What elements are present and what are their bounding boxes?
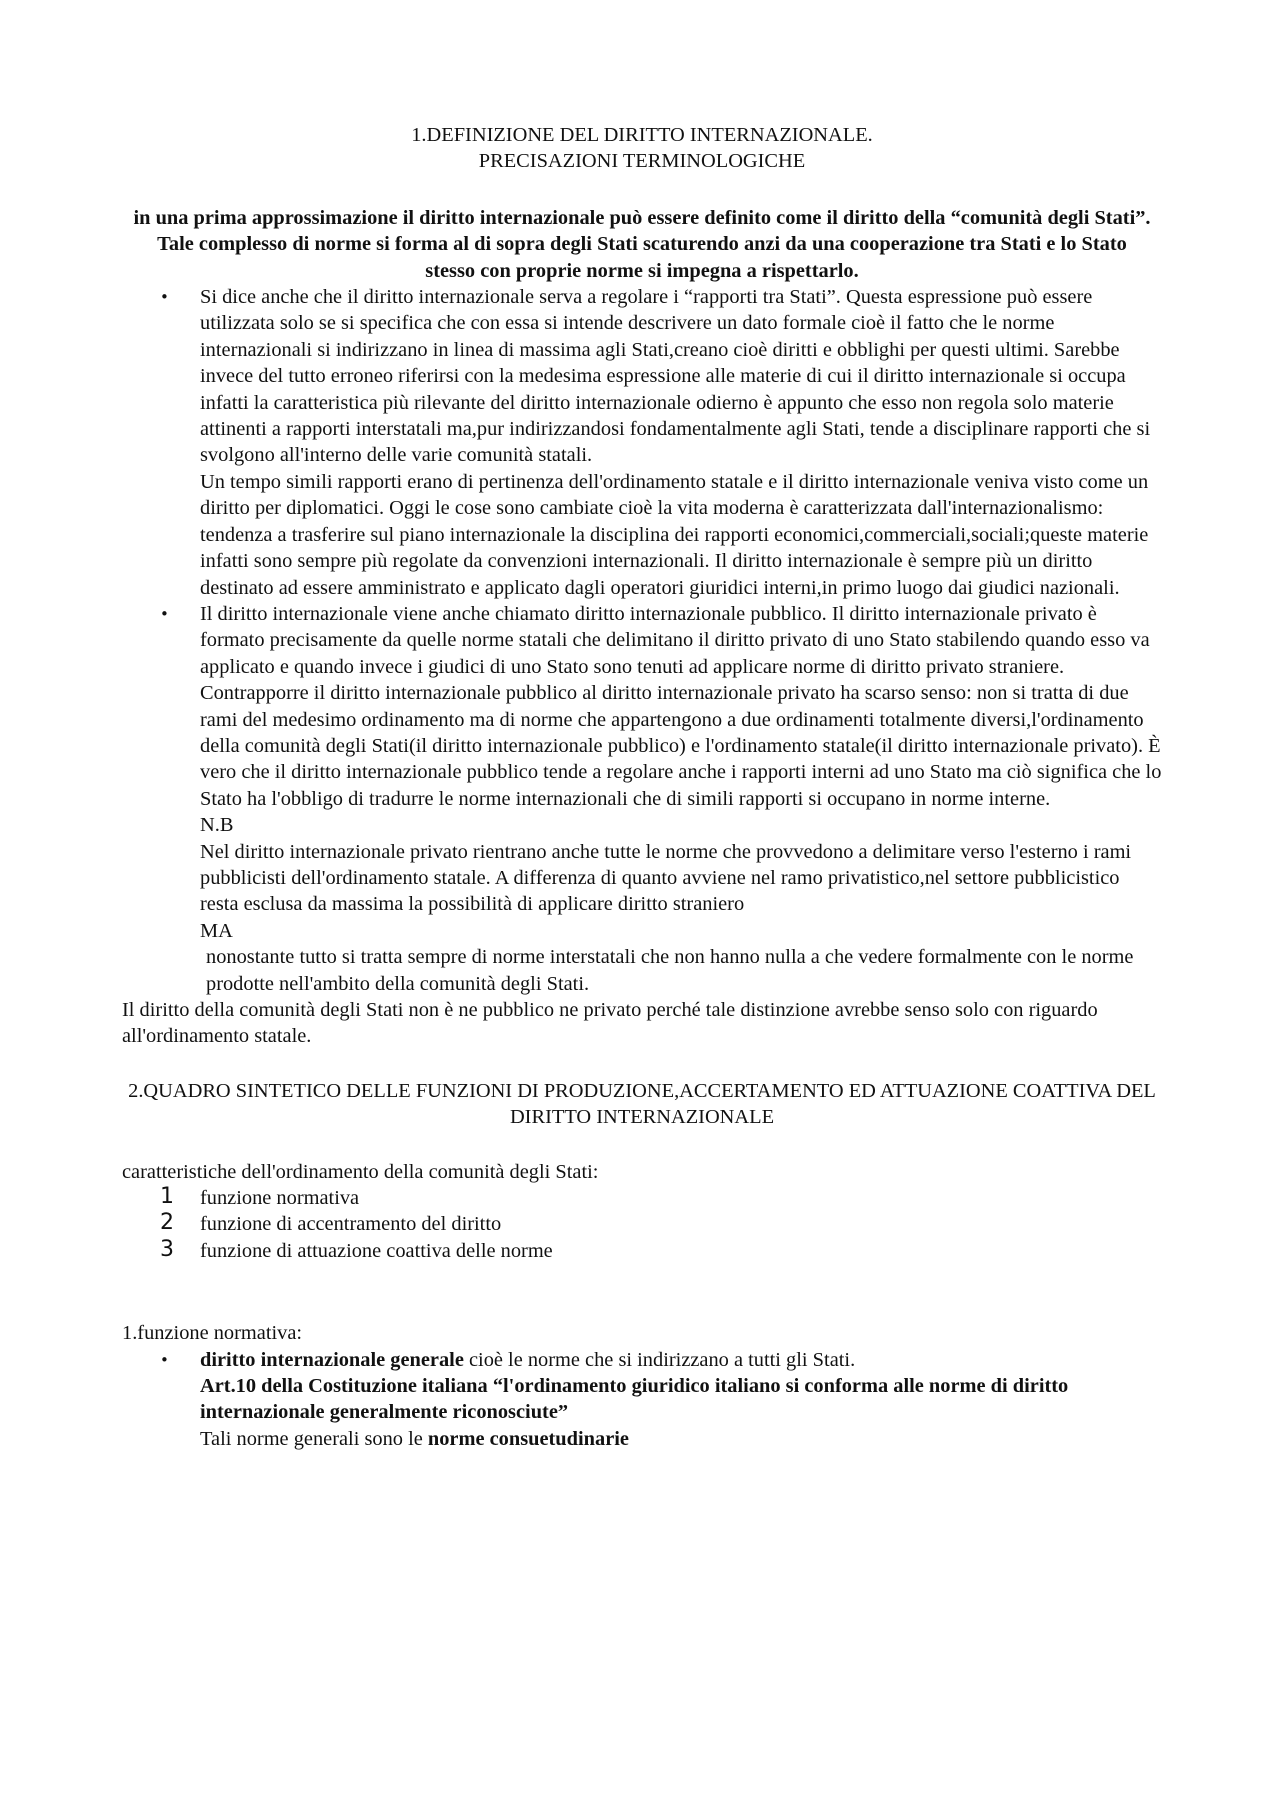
article-10-quote: Art.10 della Costituzione italiana “l'ordinamento giuridico italiano si conforma alle norme di diritto internazionale generalmente riconosciute” [200, 1375, 1069, 1424]
bullet2-paragraph1: Il diritto internazionale viene anche chiamato diritto internazionale pubblico. Il diritto internazionale privato è formato precisamente da quelle norme statali che delimitano il diritto privato di uno Stato stabilendo quando esso va applicato e quando invece i giudici di uno Stato sono tenuti ad applicare norme di diritto privato straniere. Contrapporre il diritto internazionale pubblico al diritto internazionale privato ha scarso senso: non si tratta di due rami del medesimo ordinamento ma di norme che appartengono a due ordinamenti totalmente diversi,l'ordinamento della comunità degli Stati(il diritto internazionale pubblico) e l'ordinamento statale(il diritto internazionale privato). È vero che il diritto internazionale pubblico tende a regolare anche i rapporti interni ad uno Stato ma ciò significa che lo Stato ha l'obbligo di tradurre le norme internazionali che di simili rapporti si occupano in norme interne. [200, 602, 1162, 810]
list-item [122, 284, 1162, 601]
list-number: 2 [160, 1210, 174, 1236]
bullet-icon: • [160, 288, 169, 307]
bullet2-paragraph2: Nel diritto internazionale privato rientrano anche tutte le norme che provvedono a delimitare verso l'esterno i rami pubblicisti dell'ordinamento statale. A differenza di quanto avviene nel ramo privatistico,nel settore pubblicistico resta esclusa da massima la possibilità di applicare diritto straniero [200, 840, 1132, 916]
section1-title-line2: PRECISAZIONI TERMINOLOGICHE [478, 150, 806, 173]
list-item [122, 1185, 1162, 1211]
list-item [122, 1211, 1162, 1237]
general-law-term: diritto internazionale generale [200, 1348, 464, 1371]
customary-norms-term: norme consuetudinarie [427, 1427, 629, 1450]
function-label: funzione di accentramento del diritto [200, 1213, 502, 1236]
function-list [122, 1185, 1162, 1264]
list-item [122, 1347, 1162, 1453]
list-number: 3 [160, 1236, 174, 1262]
bullet1-paragraph2: Un tempo simili rapporti erano di pertinenza dell'ordinamento statale e il diritto internazionale veniva visto come un diritto per diplomatici. Oggi le cose sono cambiate cioè la vita moderna è caratterizzata dall'internazionalismo: tendenza a trasferire sul piano internazionale la disciplina dei rapporti economici,commerciali,sociali;queste materie infatti sono sempre più regolate da convenzioni internazionali. Il diritto internazionale è sempre più un diritto destinato ad essere amministrato e applicato dagli operatori giuridici interni,in primo luogo dai giudici nazionali. [200, 470, 1149, 599]
bullet1-paragraph1: Si dice anche che il diritto internazionale serva a regolare i “rapporti tra Stati”. Questa espressione può essere utilizzata solo se si specifica che con essa si intende descrivere un dato formale cioè il fatto che le norme internazionali si indirizzano in linea di massima agli Stati,creano cioè diritti e obblighi per questi ultimi. Sarebbe invece del tutto erroneo riferirsi con la medesima espressione alle materie di cui il diritto internazionale si occupa infatti la caratteristica più rilevante del diritto internazionale odierno è appunto che esso non regola solo materie attinenti a rapporti interstatali ma,pur indirizzandosi fondamentalmente agli Stati, tende a disciplinare rapporti che si svolgono all'interno delle varie comunità statali. [200, 286, 1151, 467]
bullet-icon: • [160, 1350, 169, 1369]
list-item [122, 1238, 1162, 1264]
bullet-icon: • [160, 604, 169, 623]
general-law-desc: cioè le norme che si indirizzano a tutti gli Stati. [463, 1348, 856, 1371]
list-item [122, 601, 1162, 997]
list-number: 1 [160, 1184, 174, 1210]
function-label: funzione di attuazione coattiva delle norme [200, 1239, 553, 1262]
section2-lead: caratteristiche dell'ordinamento della comunità degli Stati: [122, 1160, 599, 1183]
closing-paragraph: Il diritto della comunità degli Stati non è ne pubblico ne privato perché tale distinzione avrebbe senso solo con riguardo all'ordinamento statale. [122, 999, 1098, 1048]
customary-norms-line [200, 1426, 1162, 1452]
customary-norms-lead: Tali norme generali sono le [200, 1427, 428, 1450]
general-law-line [200, 1347, 1162, 1373]
subsection1-heading: 1.funzione normativa: [122, 1322, 303, 1345]
section2-title: 2.QUADRO SINTETICO DELLE FUNZIONI DI PRODUZIONE,ACCERTAMENTO ED ATTUAZIONE COATTIVA DEL DIRITTO INTERNAZIONALE [128, 1079, 1156, 1129]
ma-label: MA [200, 919, 233, 942]
section1-bullet-list [122, 284, 1162, 997]
bullet2-paragraph3: nonostante tutto si tratta sempre di norme interstatali che non hanno nulla a che vedere formalmente con le norme prodotte nell'ambito della comunità degli Stati. [206, 946, 1134, 995]
intro-paragraph: in una prima approssimazione il diritto internazionale può essere definito come il diritto della “comunità degli Stati”. Tale complesso di norme si forma al di sopra degli Stati scaturendo anzi da una cooperazione tra Stati e lo Stato stesso con proprie norme si impegna a rispettarlo. [133, 206, 1151, 282]
nb-label: N.B [200, 814, 234, 837]
section1-title [122, 122, 1162, 175]
function-label: funzione normativa [200, 1187, 360, 1210]
section1-title-line1: 1.DEFINIZIONE DEL DIRITTO INTERNAZIONALE. [411, 124, 873, 146]
subsection1-bullet-list [122, 1347, 1162, 1453]
